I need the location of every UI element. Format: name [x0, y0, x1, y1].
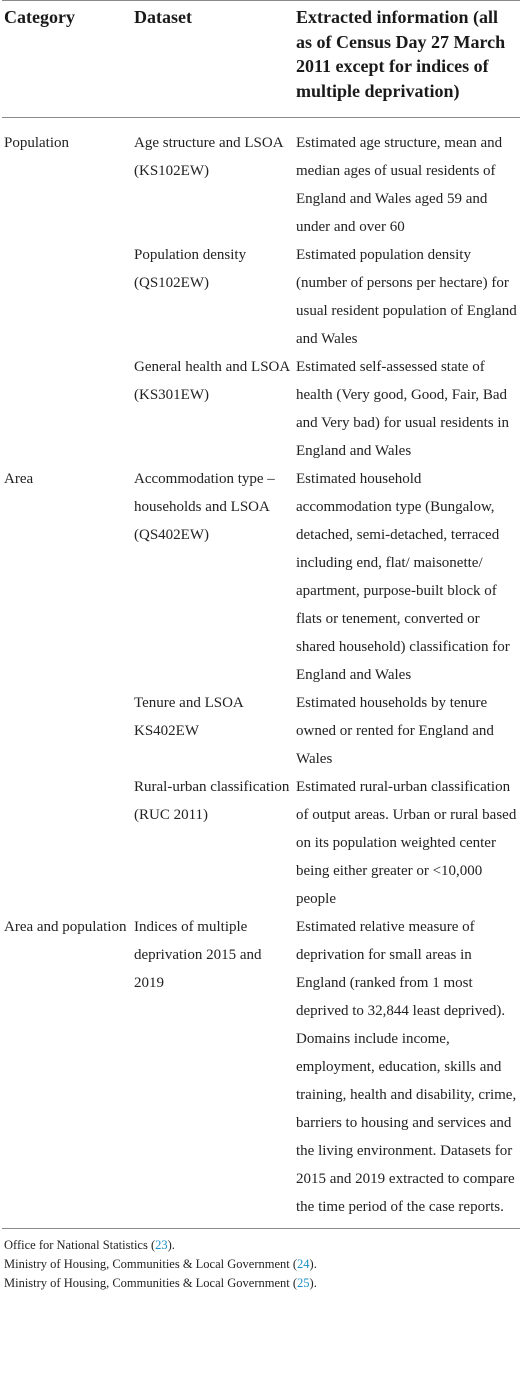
table-row [2, 241, 520, 353]
table-row [2, 465, 520, 689]
table-row [2, 689, 520, 773]
cell-category: Area and population [4, 919, 127, 935]
cell-category [2, 773, 132, 913]
cell-info: Estimated population density (number of persons per hectare) for usual resident population of England and Wales [296, 247, 517, 347]
cell-category [2, 353, 132, 465]
footnote [4, 1236, 522, 1255]
reference-link[interactable]: 23 [155, 1238, 168, 1252]
footnote-suffix: ). [309, 1257, 317, 1271]
reference-link[interactable]: 25 [297, 1276, 310, 1290]
cell-info: Estimated households by tenure owned or rented for England and Wales [296, 695, 494, 767]
cell-info: Estimated relative measure of deprivation for small areas in England (ranked from 1 most deprived to 32,844 least deprived). Domains include income, employment, education, skills and training, health and disability, crime, barriers to housing and services and the living environment. Datasets for 2015 and 2019 extracted to compare the time period of the case reports. [296, 919, 517, 1215]
table-body [2, 118, 520, 1229]
footnote-text: Ministry of Housing, Communities & Local Government ( [4, 1276, 298, 1290]
cell-dataset: Rural-urban classification (RUC 2011) [134, 779, 290, 823]
cell-dataset: Age structure and LSOA (KS102EW) [134, 135, 283, 179]
cell-category: Area [4, 471, 34, 487]
cell-dataset: Population density (QS102EW) [134, 247, 247, 291]
cell-dataset: Indices of multiple deprivation 2015 and 2019 [134, 919, 262, 991]
footnotes [4, 1236, 522, 1293]
cell-dataset: Tenure and LSOA KS402EW [134, 695, 243, 739]
footnote-suffix: ). [167, 1238, 175, 1252]
data-table [2, 0, 520, 1229]
header-row [2, 1, 520, 118]
reference-link[interactable]: 24 [297, 1257, 310, 1271]
header-category: Category [4, 7, 75, 27]
table-row [2, 913, 520, 1229]
footnote-text: Office for National Statistics ( [4, 1238, 156, 1252]
footnote [4, 1274, 522, 1293]
cell-info: Estimated rural-urban classification of output areas. Urban or rural based on its population weighted center being either greater or <10,000 people [296, 779, 517, 907]
header-dataset: Dataset [134, 7, 192, 27]
cell-dataset: Accommodation type – households and LSOA (QS402EW) [134, 471, 275, 543]
cell-category: Population [4, 135, 70, 151]
cell-category [2, 241, 132, 353]
footnote [4, 1255, 522, 1274]
table-row [2, 353, 520, 465]
cell-info: Estimated household accommodation type (Bungalow, detached, semi-detached, terraced including end, flat/ maisonette/ apartment, purpose-built block of flats or tenement, converted or shared household) classification for England and Wales [296, 471, 510, 683]
cell-info: Estimated age structure, mean and median ages of usual residents of England and Wales aged 59 and under and over 60 [296, 135, 503, 235]
cell-dataset: General health and LSOA (KS301EW) [134, 359, 290, 403]
cell-category [2, 689, 132, 773]
table-header [2, 1, 520, 118]
table-row [2, 773, 520, 913]
header-extracted-information: Extracted information (all as of Census Day 27 March 2011 except for indices of multiple deprivation) [296, 7, 506, 101]
footnote-text: Ministry of Housing, Communities & Local Government ( [4, 1257, 298, 1271]
footnote-suffix: ). [309, 1276, 317, 1290]
cell-info: Estimated self-assessed state of health (Very good, Good, Fair, Bad and Very bad) for usual residents in England and Wales [296, 359, 510, 459]
table-row [2, 118, 520, 242]
